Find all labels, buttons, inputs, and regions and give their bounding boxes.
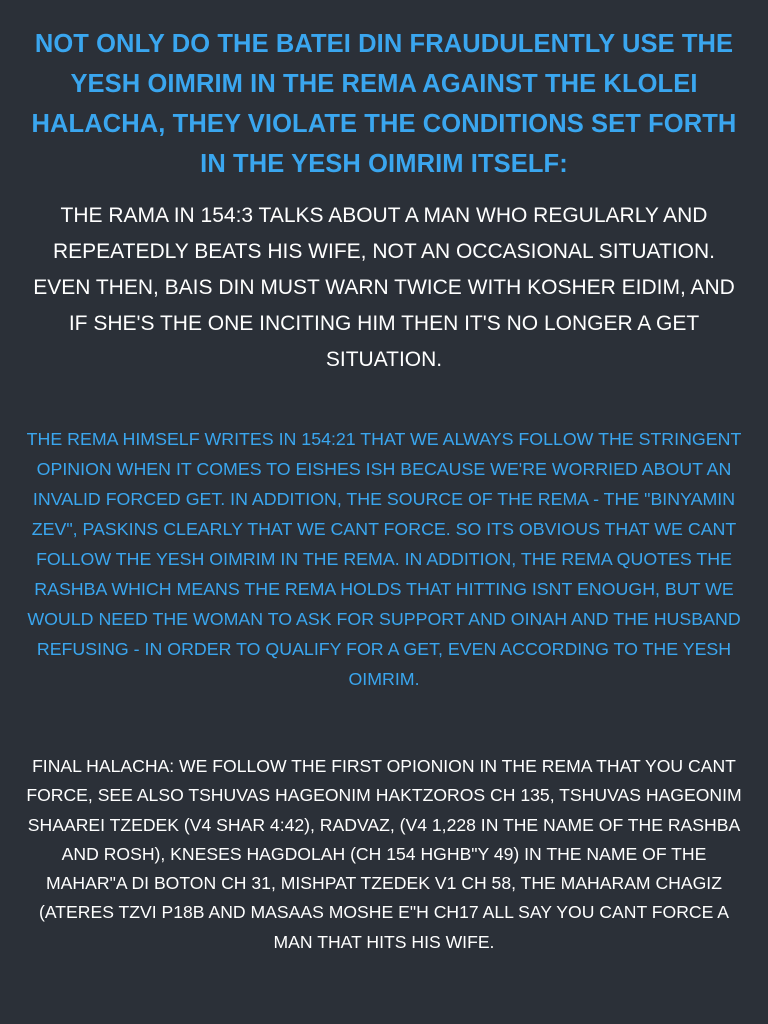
document-heading: NOT ONLY DO THE BATEI DIN FRAUDULENTLY USE THE YESH OIMRIM IN THE REMA AGAINST THE KLOLEI HALACHA, THEY VIOLATE THE CONDITIONS SET FORTH IN THE YESH OIMRIM ITSELF:	[31, 30, 737, 178]
paragraph-final-halacha: FINAL HALACHA: WE FOLLOW THE FIRST OPIONION IN THE REMA THAT YOU CANT FORCE, SEE ALSO TSHUVAS HAGEONIM HAKTZOROS CH 135, TSHUVAS HAGEONIM SHAAREI TZEDEK (V4 SHAR 4:42), RADVAZ, (V4 1,228 IN THE NAME OF THE RASHBA AND ROSH), KNESES HAGDOLAH (CH 154 HGHB"Y 49) IN THE NAME OF THE MAHAR"A DI BOTON CH 31, MISHPAT TZEDEK V1 CH 58, THE MAHARAM CHAGIZ (ATERES TZVI P18B AND MASAAS MOSHE E"H CH17 ALL SAY YOU CANT FORCE A MAN THAT HITS HIS WIFE.	[26, 756, 742, 952]
paragraph-rama-154-3: THE RAMA IN 154:3 TALKS ABOUT A MAN WHO REGULARLY AND REPEATEDLY BEATS HIS WIFE, NOT AN OCCASIONAL SITUATION. EVEN THEN, BAIS DIN MUST WARN TWICE WITH KOSHER EIDIM, AND IF SHE'S THE ONE INCITING HIM THEN IT'S NO LONGER A GET SITUATION.	[33, 204, 735, 371]
paragraph-rema-154-21: THE REMA HIMSELF WRITES IN 154:21 THAT WE ALWAYS FOLLOW THE STRINGENT OPINION WHEN IT COMES TO EISHES ISH BECAUSE WE'RE WORRIED ABOUT AN INVALID FORCED GET. IN ADDITION, THE SOURCE OF THE REMA - THE "BINYAMIN ZEV", PASKINS CLEARLY THAT WE CANT FORCE. SO ITS OBVIOUS THAT WE CANT FOLLOW THE YESH OIMRIM IN THE REMA. IN ADDITION, THE REMA QUOTES THE RASHBA WHICH MEANS THE REMA HOLDS THAT HITTING ISNT ENOUGH, BUT WE WOULD NEED THE WOMAN TO ASK FOR SUPPORT AND OINAH AND THE HUSBAND REFUSING - IN ORDER TO QUALIFY FOR A GET, EVEN ACCORDING TO THE YESH OIMRIM.	[26, 429, 742, 689]
